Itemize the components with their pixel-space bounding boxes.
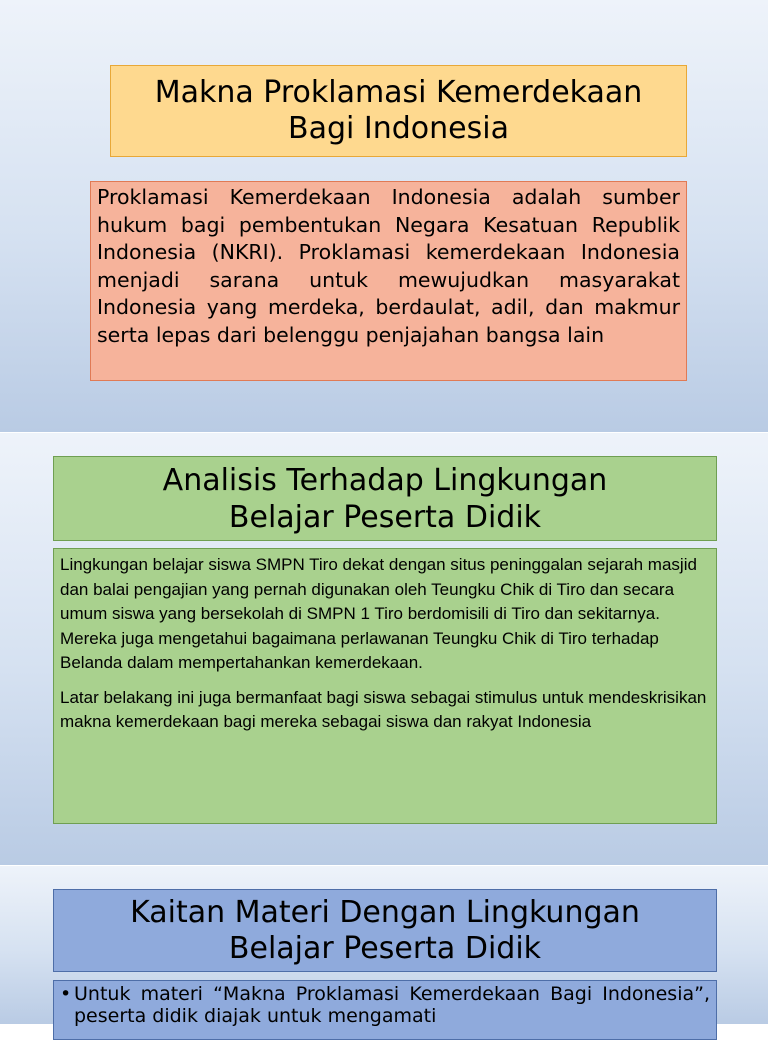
- list-item: [60, 983, 710, 1027]
- slide2-title-line2: Belajar Peserta Didik: [228, 499, 542, 535]
- slide2-body: [53, 548, 717, 824]
- slide2-title: [53, 456, 717, 541]
- slide1-body-text: Proklamasi Kemerdekaan Indonesia adalah sumber hukum bagi pembentukan Negara Kesatuan Republik Indonesia (NKRI). Proklamasi kemerdekaan Indonesia menjadi sarana untuk mewujudkan masyarakat Indonesia yang merdeka, berdaulat, adil, dan makmur serta lepas dari belenggu penjajahan bangsa lain: [90, 181, 687, 381]
- slide3-title: [53, 889, 717, 972]
- slide3-title-line1: Kaitan Materi Dengan Lingkungan: [130, 894, 640, 930]
- slide2-paragraph-2: Latar belakang ini juga bermanfaat bagi siswa sebagai stimulus untuk mendeskrisikan makna kemerdekaan bagi mereka sebagai siswa dan rakyat Indonesia: [60, 687, 707, 731]
- slide1-title-line2: Bagi Indonesia: [288, 111, 509, 146]
- slide-kaitan-materi: [0, 866, 768, 1027]
- slide1-title-line1: Makna Proklamasi Kemerdekaan: [154, 75, 643, 110]
- slide2-paragraph-1: Lingkungan belajar siswa SMPN Tiro dekat dengan situs peninggalan sejarah masjid dan balai pengajian yang pernah digunakan oleh Teungku Chik di Tiro dan secara umum siswa yang bersekolah di SMPN 1 Tiro berdomisili di Tiro dan sekitarnya. Mereka juga mengetahui bagaimana perlawanan Teungku Chik di Tiro terhadap Belanda dalam mempertahankan kemerdekaan.: [60, 555, 697, 672]
- slide3-body: [53, 980, 717, 1040]
- slide2-title-line1: Analisis Terhadap Lingkungan: [162, 462, 608, 498]
- slide3-title-line2: Belajar Peserta Didik: [228, 930, 542, 966]
- bullet-icon: •: [60, 983, 72, 1005]
- slide3-bullet-text: Untuk materi “Makna Proklamasi Kemerdekaan Bagi Indonesia”, peserta didik diajak untuk mengamati: [74, 983, 710, 1027]
- slide1-title: [110, 65, 687, 157]
- slide-analisis-lingkungan: [0, 433, 768, 865]
- slide-makna-proklamasi: [0, 0, 768, 432]
